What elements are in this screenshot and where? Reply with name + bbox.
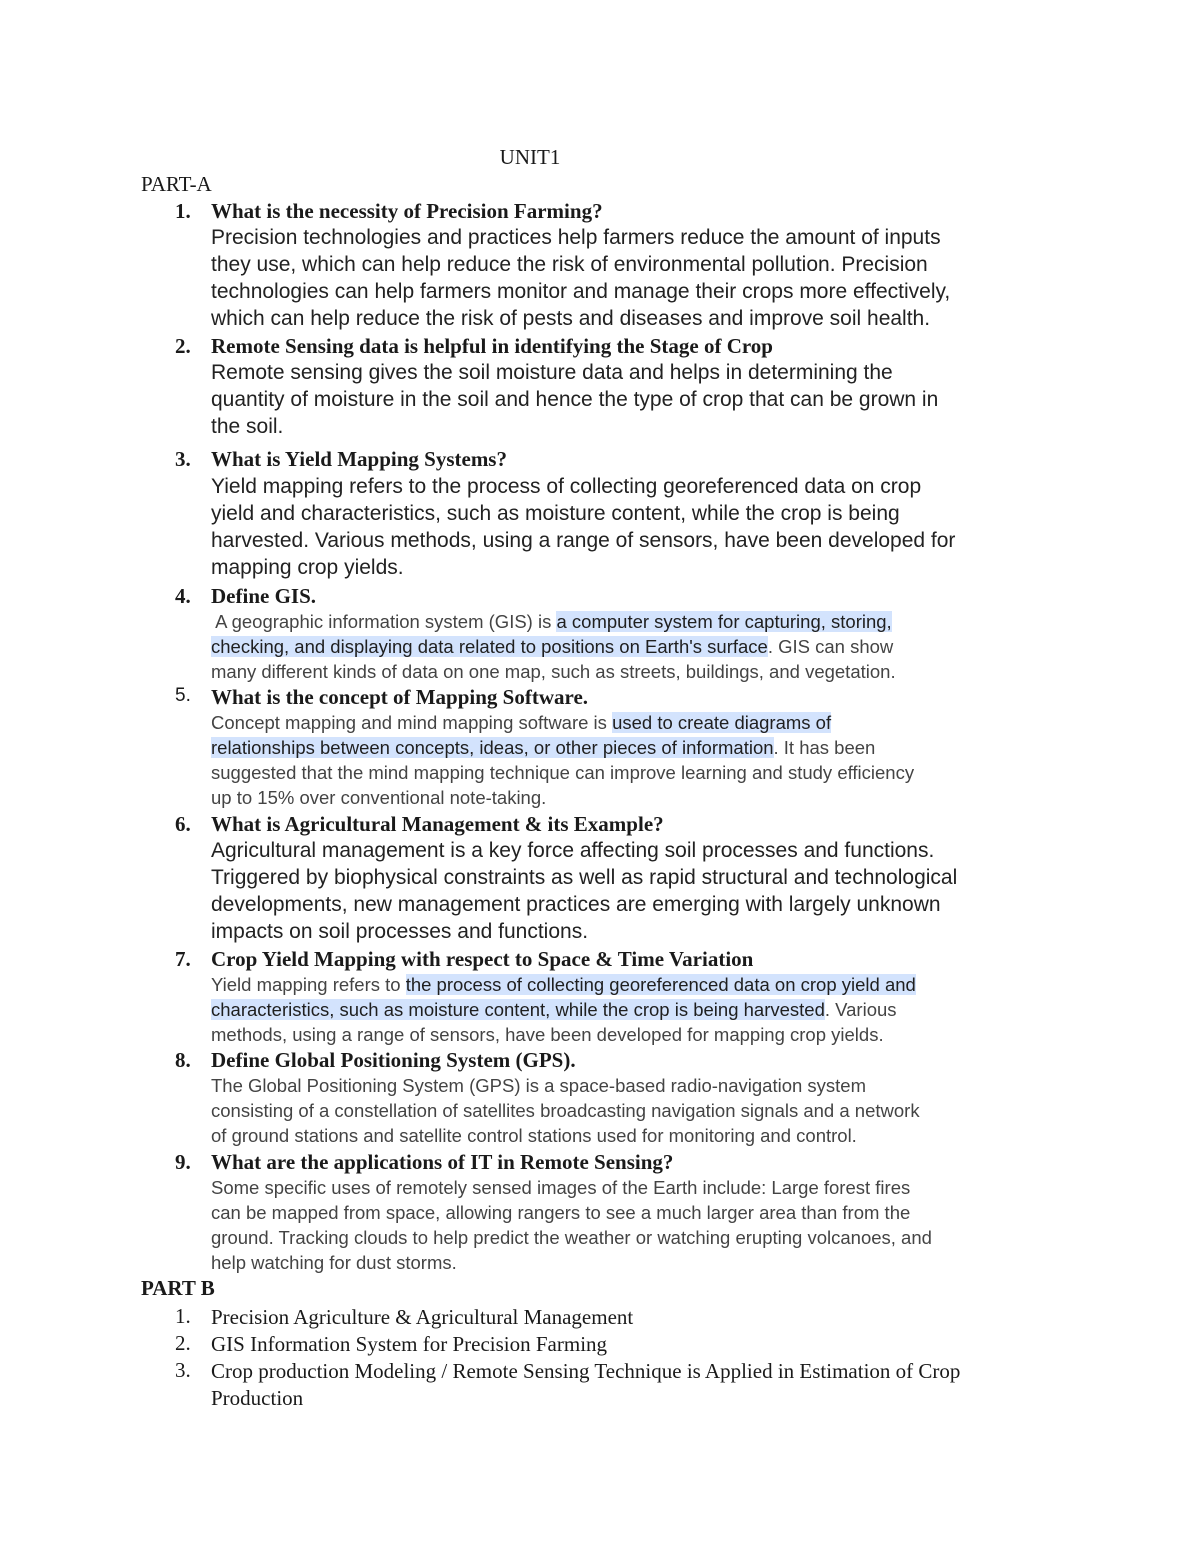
- answer-line: Some specific uses of remotely sensed images of the Earth include: Large forest fires: [211, 1177, 911, 1198]
- unit-title: UNIT1: [499, 145, 561, 169]
- part-a-title: PART-A: [141, 172, 212, 196]
- question-text: Define GIS.: [211, 584, 316, 608]
- answer-line: suggested that the mind mapping technique can improve learning and study efficiency: [211, 762, 915, 783]
- question-number: 3.: [175, 447, 191, 471]
- answer-line: they use, which can help reduce the risk of environmental pollution. Precision: [211, 253, 928, 276]
- highlighted-text: characteristics, such as moisture content, while the crop is being harvested: [211, 999, 825, 1020]
- answer-line: impacts on soil processes and functions.: [211, 920, 589, 943]
- question-number: 9.: [175, 1150, 191, 1174]
- answer-line: up to 15% over conventional note-taking.: [211, 787, 547, 808]
- answer-line: the soil.: [211, 415, 284, 438]
- answer-text: [211, 710, 1061, 810]
- question-text: Define Global Positioning System (GPS).: [211, 1048, 576, 1072]
- question-number: 8.: [175, 1048, 191, 1072]
- answer-line: methods, using a range of sensors, have been developed for mapping crop yields.: [211, 1024, 884, 1045]
- item-number: 2.: [175, 1331, 191, 1355]
- answer-text: [211, 473, 1061, 581]
- question-number: 6.: [175, 812, 191, 836]
- answer-line: developments, new management practices are emerging with largely unknown: [211, 893, 941, 916]
- question-text: Crop Yield Mapping with respect to Space & Time Variation: [211, 947, 754, 971]
- item-text: Production: [211, 1386, 304, 1410]
- answer-text: [211, 359, 1061, 440]
- part-b-title: PART B: [141, 1276, 215, 1300]
- answer-text: [211, 972, 1061, 1047]
- answer-text: [211, 1073, 1061, 1148]
- question-text: What is the necessity of Precision Farming?: [211, 199, 603, 223]
- answer-line: The Global Positioning System (GPS) is a space-based radio-navigation system: [211, 1075, 866, 1096]
- question-number: 2.: [175, 334, 191, 358]
- highlighted-text: the process of collecting georeferenced data on crop yield and: [405, 974, 916, 995]
- answer-line: can be mapped from space, allowing rangers to see a much larger area than from the: [211, 1202, 911, 1223]
- answer-line: consisting of a constellation of satellites broadcasting navigation signals and a network: [211, 1100, 920, 1121]
- item-number: 1.: [175, 1304, 191, 1328]
- answer-text: [211, 1175, 1061, 1275]
- answer-text-plain: . Various: [824, 999, 897, 1020]
- answer-line: Agricultural management is a key force affecting soil processes and functions.: [211, 839, 935, 862]
- answer-line: of ground stations and satellite control stations used for monitoring and control.: [211, 1125, 857, 1146]
- answer-text: [211, 609, 1061, 684]
- item-text: Crop production Modeling / Remote Sensing Technique is Applied in Estimation of Crop: [211, 1359, 961, 1383]
- answer-text-plain: Concept mapping and mind mapping software is: [211, 712, 613, 733]
- answer-text-plain: . GIS can show: [767, 636, 894, 657]
- answer-line: Precision technologies and practices help farmers reduce the amount of inputs: [211, 226, 941, 249]
- answer-line: Yield mapping refers to the process of collecting georeferenced data on crop: [211, 475, 922, 498]
- question-number: 7.: [175, 947, 191, 971]
- answer-line: technologies can help farmers monitor and manage their crops more effectively,: [211, 280, 951, 303]
- question-text: What is Agricultural Management & its Example?: [211, 812, 664, 836]
- answer-line: Triggered by biophysical constraints as well as rapid structural and technological: [211, 866, 958, 889]
- question-number: 1.: [175, 199, 191, 223]
- highlighted-text: used to create diagrams of: [612, 712, 832, 733]
- item-number: 3.: [175, 1358, 191, 1382]
- answer-line: which can help reduce the risk of pests and diseases and improve soil health.: [211, 307, 931, 330]
- question-text: Remote Sensing data is helpful in identifying the Stage of Crop: [211, 334, 773, 358]
- question-number: 4.: [175, 584, 191, 608]
- highlighted-text: relationships between concepts, ideas, or other pieces of information: [211, 737, 774, 758]
- highlighted-text: checking, and displaying data related to positions on Earth's surface: [211, 636, 768, 657]
- answer-line: help watching for dust storms.: [211, 1252, 457, 1273]
- answer-line: quantity of moisture in the soil and hence the type of crop that can be grown in: [211, 388, 939, 411]
- question-number: 5.: [175, 685, 191, 706]
- answer-line: many different kinds of data on one map, such as streets, buildings, and vegetation.: [211, 661, 896, 682]
- question-text: What is Yield Mapping Systems?: [211, 447, 507, 471]
- item-text: GIS Information System for Precision Farming: [211, 1332, 608, 1356]
- question-text: What is the concept of Mapping Software.: [211, 685, 589, 709]
- answer-text-plain: Yield mapping refers to: [211, 974, 406, 995]
- answer-text: [211, 837, 1061, 945]
- answer-line: mapping crop yields.: [211, 556, 404, 579]
- answer-text-plain: A geographic information system (GIS) is: [211, 611, 557, 632]
- answer-line: ground. Tracking clouds to help predict the weather or watching erupting volcanoes, and: [211, 1227, 932, 1248]
- answer-text: [211, 224, 1061, 332]
- highlighted-text: a computer system for capturing, storing,: [556, 611, 892, 632]
- answer-line: harvested. Various methods, using a range of sensors, have been developed for: [211, 529, 956, 552]
- answer-line: Remote sensing gives the soil moisture data and helps in determining the: [211, 361, 893, 384]
- answer-text-plain: . It has been: [773, 737, 876, 758]
- question-text: What are the applications of IT in Remote Sensing?: [211, 1150, 674, 1174]
- answer-line: yield and characteristics, such as moisture content, while the crop is being: [211, 502, 900, 525]
- item-text: Precision Agriculture & Agricultural Management: [211, 1305, 634, 1329]
